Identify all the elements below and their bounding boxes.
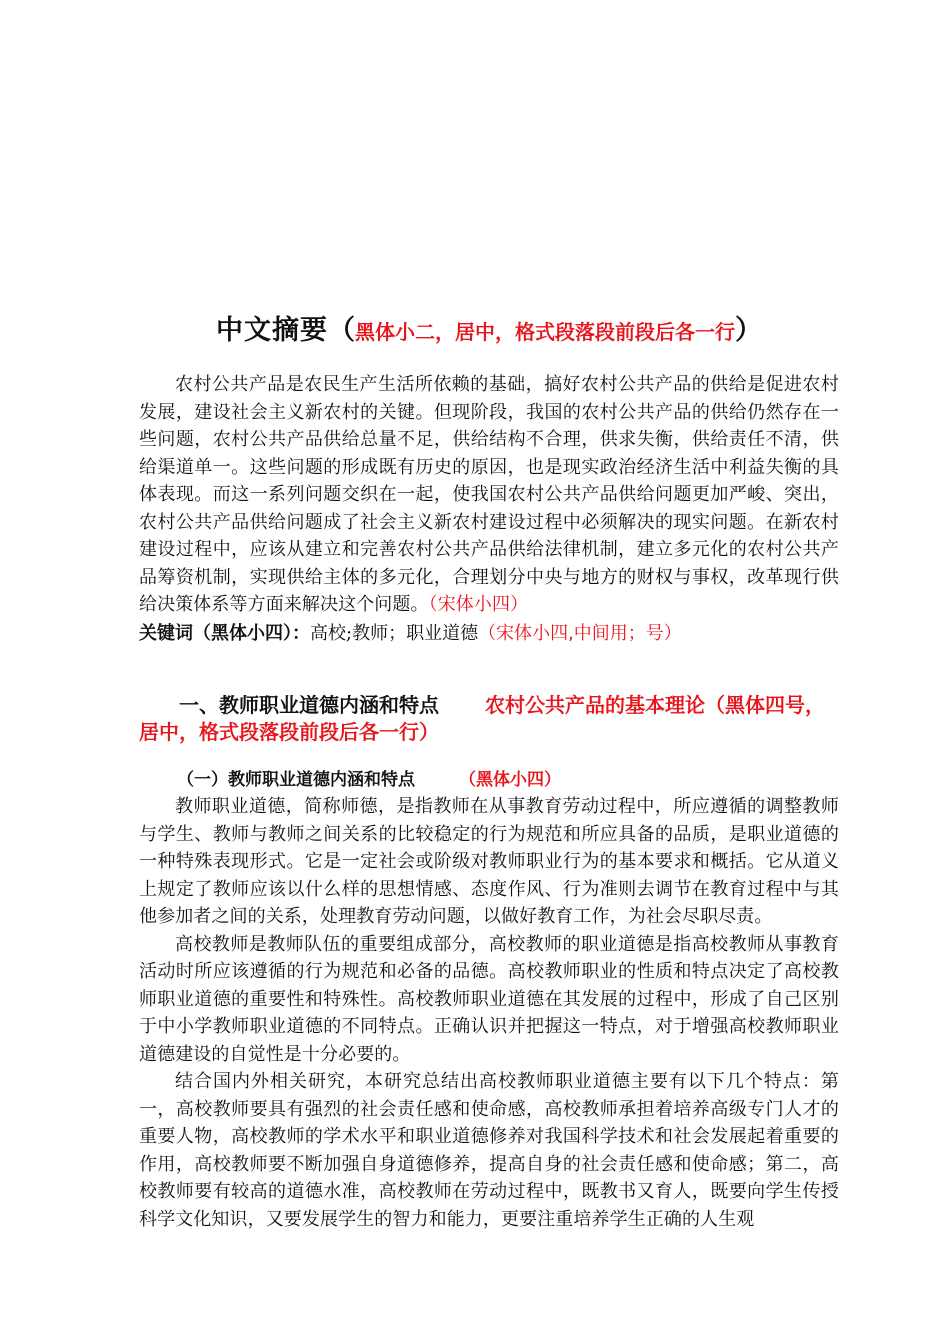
abstract-paragraph xyxy=(139,371,839,619)
abstract-text: 农村公共产品是农民生产生活所依赖的基础，搞好农村公共产品的供给是促进农村发展，建设社会主义新农村的关键。但现阶段，我国的农村公共产品的供给仍然存在一些问题，农村公共产品供给总量不足，供给结构不合理，供求失衡，供给责任不清，供给渠道单一。这些问题的形成既有历史的原因，也是现实政治经济生活中利益失衡的具体表现。而这一系列问题交织在一起，使我国农村公共产品供给问题更加严峻、突出，农村公共产品供给问题成了社会主义新农村建设过程中必须解决的现实问题。在新农村建设过程中，应该从建立和完善农村公共产品供给法律机制，建立多元化的农村公共产品筹资机制，实现供给主体的多元化，合理划分中央与地方的财权与事权，改革现行供给决策体系等方面来解决这个问题。 xyxy=(139,374,839,615)
abstract-title: 中文摘要 xyxy=(216,315,328,346)
section-body xyxy=(139,793,839,1233)
abstract-format-note: 黑体小二，居中，格式段落段前段后各一行 xyxy=(355,320,735,344)
subsection-title: （一）教师职业道德内涵和特点 xyxy=(177,770,415,790)
body-paragraph: 教师职业道德，简称师德，是指教师在从事教育劳动过程中，所应遵循的调整教师与学生、教师与教师之间关系的比较稳定的行为规范和所应具备的品质，是职业道德的一种特殊表现形式。它是一定社会或阶级对教师职业行为的基本要求和概括。它从道义上规定了教师应该以什么样的思想情感、态度作风、行为准则去调节在教育过程中与其他参加者之间的关系，处理教育劳动问题，以做好教育工作，为社会尽职尽责。 xyxy=(139,796,839,927)
keywords-label: 关键词（黑体小四）： xyxy=(139,623,310,644)
keywords-values: 高校;教师；职业道德 xyxy=(310,623,479,644)
section-title: 一、教师职业道德内涵和特点 xyxy=(179,693,439,717)
abstract-heading xyxy=(139,308,839,347)
subsection-format-note: （黑体小四） xyxy=(459,770,561,790)
body-paragraph: 结合国内外相关研究，本研究总结出高校教师职业道德主要有以下几个特点：第一，高校教师要具有强烈的社会责任感和使命感，高校教师承担着培养高级专门人才的重要人物，高校教师的学术水平和职业道德修养对我国科学技术和社会发展起着重要的作用，高校教师要不断加强自身道德修养，提高自身的社会责任感和使命感；第二，高校教师要有较高的道德水准，高校教师在劳动过程中，既教书又育人，既要向学生传授科学文化知识，又要发展学生的智力和能力，更要注重培养学生正确的人生观 xyxy=(139,1071,839,1230)
abstract-body-note: （宋体小四） xyxy=(428,594,529,615)
abstract-body xyxy=(139,371,839,619)
abstract-paren-close: ） xyxy=(735,315,762,346)
subsection-heading xyxy=(177,767,837,794)
body-paragraph: 高校教师是教师队伍的重要组成部分，高校教师的职业道德是指高校教师从事教育活动时所应该遵循的行为规范和必备的品德。高校教师职业的性质和特点决定了高校教师职业道德的重要性和特殊性。高校教师职业道德在其发展的过程中，形成了自己区别于中小学教师职业道德的不同特点。正确认识并把握这一特点，对于增强高校教师职业道德建设的自觉性是十分必要的。 xyxy=(139,933,839,1065)
abstract-paren-open: （ xyxy=(328,315,355,346)
section-heading xyxy=(139,692,839,746)
keywords-line xyxy=(139,620,839,647)
section-format-note: 农村公共产品的基本理论（黑体四号，居中，格式段落段前段后各一行） xyxy=(139,693,825,744)
keywords-note: （宋体小四,中间用；号） xyxy=(478,623,682,644)
